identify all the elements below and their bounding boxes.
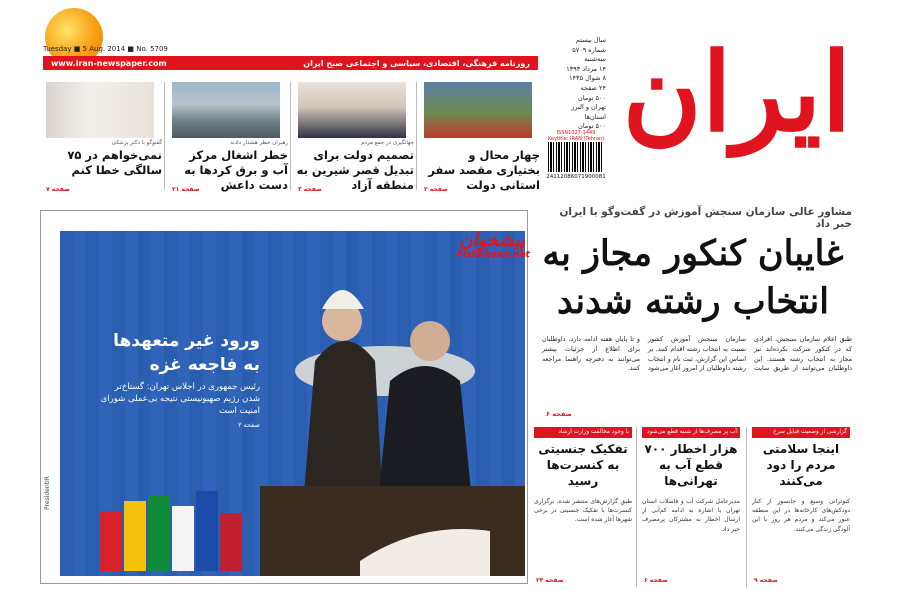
story-headline: اینجا سلامتی مردم را دود می‌کنند [762,442,840,488]
main-photo-frame [40,210,528,584]
dateline-bar [43,44,538,54]
page-ref: صفحه ۳ [298,186,322,193]
lead-body: طبق اعلام سازمان سنجش، افرادی که در کنکور شرکت نکرده‌اند نیز مجاز به انتخاب رشته هستند. این داوطلبان می‌توانند از طریق سایت سازمان سنجش آموزش کشور نسبت به انتخاب رشته اقدام کنند. بر اساس این گزارش، ثبت نام و انتخاب رشته داوطلبان از امروز آغاز می‌شود و تا پایان هفته ادامه دارد. داوطلبان برای اطلاع از جزئیات بیشتر می‌توانند به دفترچه راهنما مراجعه کنند. [542,335,852,373]
story-body: مدیرعامل شرکت آب و فاضلاب استان تهران با اشاره به ادامه کم‌آبی از ارسال اخطار به مشترکان پرمصرف خبر داد. [642,498,740,533]
teaser-headline: چهار محال و بختیاری مقصد سفر استانی دولت [428,148,540,192]
teaser-photo [46,82,154,138]
divider [290,82,291,190]
issn: ISSN1027-1449 Keytitle: IRAN (Tehran) [547,130,605,142]
info-line: ۵۰۰ تومان [578,93,606,102]
page-ref: صفحه ۹ [754,577,778,584]
info-line: ۵۰۰ تومان [578,122,606,131]
watermark: پیشخوان [459,230,525,251]
divider [164,82,165,190]
story-3[interactable] [534,427,632,589]
teaser-caption: رهبران خطر هشدار دادند [230,140,288,146]
teaser-headline: تصمیم دولت برای تبدیل قصر شیرین به منطقه آزاد [296,148,414,192]
info-line: سال بیستم [575,36,606,44]
teaser-caption: گفتوگو با دکتر پزشکی [111,140,162,146]
info-line: ۱۴ مرداد ۱۳۹۳ [566,64,606,73]
page-ref: صفحه ۲ [237,421,260,429]
teaser-caption: جهانگیری در جمع مردم [361,140,414,146]
lead-headline-line: غایبان کنکور مجاز به [542,233,844,274]
story-2[interactable] [642,427,740,589]
story-kicker: آب پر مصرف‌ها از شنبه قطع می‌شود [642,427,740,438]
photo-credit: PresidentIR [44,476,51,510]
teaser-photo [424,82,532,138]
teaser-1[interactable] [422,82,540,192]
main-photo[interactable] [60,231,525,576]
teaser-headline: خطر اشغال مرکز آب و برق کردها به دست داعش [184,148,288,192]
page-ref: صفحه ۲۱ [172,186,200,193]
story-body: کبوترانی وسیع و جانسوز از کنار دودکش‌های کارخانه‌ها در این منطقه عبور می‌کند و مردم هر روز با این آلودگی زندگی می‌کنند. [752,498,850,533]
story-headline: ۷۰۰ هزار اخطار قطع آب به تهرانی‌ها [644,442,738,488]
teaser-photo [172,82,280,138]
teaser-3[interactable] [170,82,288,192]
tagline-bar [43,56,538,70]
story-headline: تفکیک جنسیتی به کنسرت‌ها رسید [538,442,628,488]
lead-headline[interactable] [534,230,852,326]
barcode-number: 24112086071900081 [546,174,606,180]
info-line: ۲۴ صفحه [580,83,606,92]
info-line: استان‌ها [584,112,606,121]
watermark-url: PishKhaan.net [456,250,530,260]
lead-kicker: مشاور عالی سازمان سنجش آموزش در گفت‌وگو با ایران خبر داد [559,206,852,230]
page-ref: صفحه ۶ [546,410,572,418]
page-ref: صفحه ۲۴ [536,577,564,584]
info-line: ۸ شوال ۱۴۳۵ [569,74,606,83]
photo-headline: ورود غیر متعهدها به فاجعه غزه [113,331,260,375]
info-line: تهران و البرز [571,103,606,112]
story-1[interactable] [752,427,850,589]
tagline: روزنامه فرهنگی، اقتصادی، سیاسی و اجتماعی صبح ایران [303,58,530,68]
story-body: طبق گزارش‌های منتشر شده، برگزاری کنسرت‌ها با تفکیک جنسیتی در برخی شهرها آغاز شده است. [534,498,632,524]
info-line: سه‌شنبه [584,55,606,64]
teaser-2[interactable] [296,82,414,192]
teaser-4[interactable] [44,82,162,192]
page-ref: صفحه ۳ [424,186,448,193]
story-kicker: با وجود مخالفت وزارت ارشاد [534,427,632,438]
photo-subtitle: رئیس جمهوری در اجلاس تهران: گستاخ‌تر شدن رژیم صهیونیستی نتیجه بی‌عملی شورای امنیت است [100,382,260,416]
teaser-photo [298,82,406,138]
divider [416,82,417,190]
story-kicker: گزارشی از وضعیت قبایل سرخ [752,427,850,438]
teaser-headline: نمی‌خواهم در ۷۵ سالگی خطا کنم [67,148,162,177]
barcode [548,142,604,172]
divider [636,427,637,587]
lead-headline-line: انتخاب رشته شدند [557,281,829,322]
info-line: شماره ۵۷۰۹ [572,45,606,54]
page-ref: صفحه ۷ [46,186,70,193]
masthead-logo: ایران [622,30,852,156]
dateline-en: Tuesday ■ 5 Aug. 2014 ■ No. 5709 [43,45,168,53]
divider [746,427,747,587]
website-link[interactable]: www.iran-newspaper.com [51,58,167,68]
page-ref: صفحه ۶ [644,577,668,584]
